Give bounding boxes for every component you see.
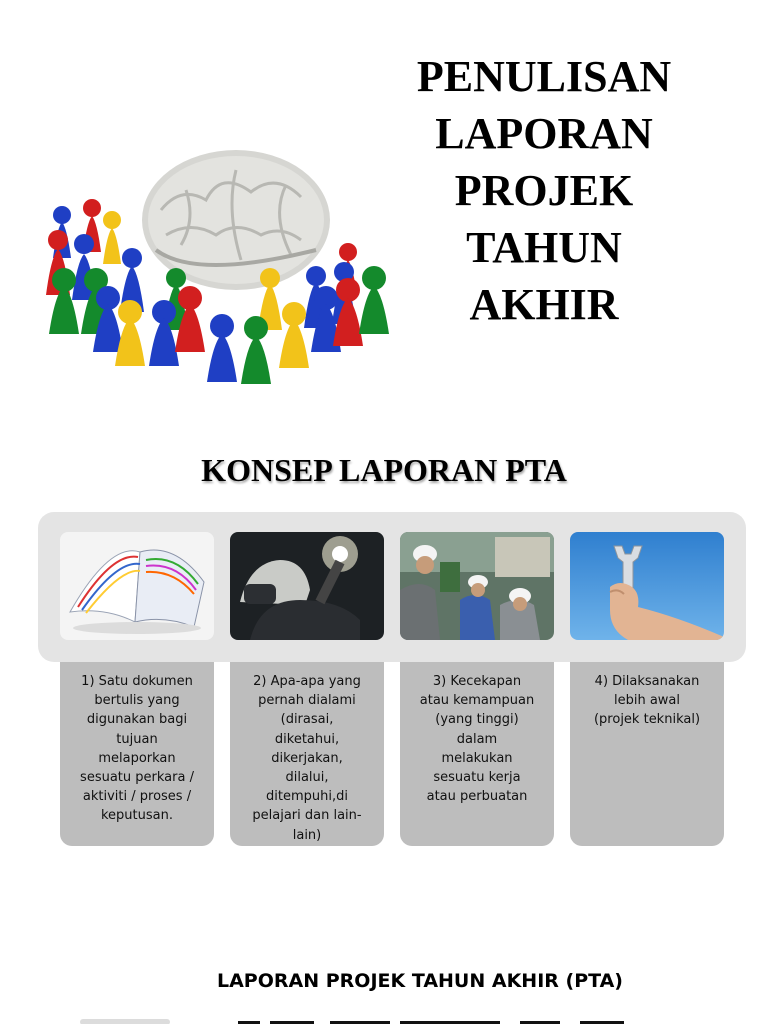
card-image-3 (400, 532, 554, 640)
bottom-heading: LAPORAN PROJEK TAHUN AKHIR (PTA) (217, 970, 623, 992)
cut-off-content (0, 1012, 768, 1024)
magazine-icon (60, 532, 214, 640)
brain-pawns-icon (36, 140, 396, 400)
cut-off-line-icon (0, 1013, 768, 1024)
title-line: PENULISAN (416, 52, 672, 101)
workers-icon (400, 532, 554, 640)
card-image-4 (570, 532, 724, 640)
card-text-4: 4) Dilaksanakan lebih awal (projek teknikal) (570, 662, 724, 846)
card-text-2: 2) Apa-apa yang pernah dialami (dirasai, diketahui, dikerjakan, dilalui, ditempuhi,di pelajari dan lain- lain) (230, 662, 384, 846)
card-image-1 (60, 532, 214, 640)
card-image-2 (230, 532, 384, 640)
title-line: TAHUN (466, 223, 622, 272)
title-line: LAPORAN (435, 109, 653, 158)
title-line: AKHIR (469, 280, 619, 329)
wrench-hand-icon (570, 532, 724, 640)
card-text-1: 1) Satu dokumen bertulis yang digunakan bagi tujuan melaporkan sesuatu perkara / aktiviti / proses / keputusan. (60, 662, 214, 846)
welder-icon (230, 532, 384, 640)
title-line: PROJEK (454, 166, 634, 215)
card-text-3: 3) Kecekapan atau kemampuan (yang tinggi) dalam melakukan sesuatu kerja atau perbuatan (400, 662, 554, 846)
document-title (380, 48, 708, 333)
section-heading: KONSEP LAPORAN PTA (201, 452, 567, 488)
brain-pawns-illustration (36, 140, 396, 400)
